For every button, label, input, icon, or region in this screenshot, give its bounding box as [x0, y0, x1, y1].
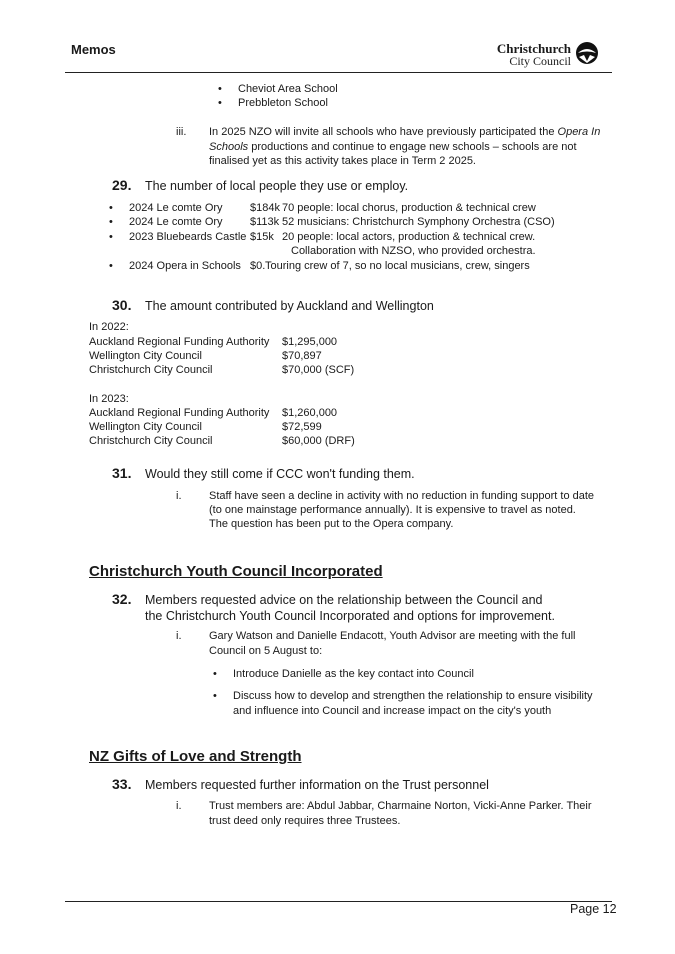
event-amount: $184k: [250, 202, 280, 214]
funder-org: Wellington City Council: [89, 421, 202, 433]
funder-amount: $1,295,000: [282, 336, 338, 348]
council-logo-text: [470, 43, 571, 67]
answer-line: Staff have seen a decline in activity with no reduction in funding support to date: [209, 490, 595, 502]
funder-amount: $70,897: [282, 350, 322, 362]
funder-amount: $72,599: [282, 421, 322, 433]
event-name: • 2024 Opera in Schools: [129, 259, 241, 274]
school-bullet: • Cheviot Area School: [238, 82, 338, 97]
list-marker: iii.: [176, 126, 187, 138]
question-number: 29.: [112, 177, 132, 193]
page-number: Page 12: [570, 902, 617, 916]
action-bullet: • Introduce Danielle as the key contact into Council: [233, 667, 613, 682]
section-heading-youth: Christchurch Youth Council Incorporated: [89, 563, 383, 580]
funder-org: Auckland Regional Funding Authority: [89, 407, 270, 419]
question-text: Would they still come if CCC won't funding them.: [145, 467, 415, 481]
list-marker: i.: [176, 630, 182, 642]
event-detail: 70 people: local chorus, production & technical crew: [282, 202, 536, 214]
logo-line2: City Council: [509, 54, 571, 68]
event-detail-cont: Collaboration with NZSO, who provided orchestra.: [291, 245, 536, 257]
funder-org: Christchurch City Council: [89, 364, 213, 376]
event-amount: $0.: [250, 260, 266, 272]
event-name: • 2023 Bluebeards Castle: [129, 230, 246, 245]
funder-org: Christchurch City Council: [89, 435, 213, 447]
council-logo-icon: [575, 41, 599, 65]
answer-line: The question has been put to the Opera company.: [209, 518, 454, 530]
question-text: Members requested advice on the relationship between the Council and the Christchurch Youth Council Incorporated and options for improvement.: [145, 593, 555, 623]
event-detail: 20 people: local actors, production & technical crew.: [282, 231, 536, 243]
question-number: 33.: [112, 776, 132, 792]
year-label: In 2022:: [89, 321, 129, 333]
year-label: In 2023:: [89, 393, 129, 405]
answer-text: Gary Watson and Danielle Endacott, Youth Advisor are meeting with the full Council on 5 August to:: [209, 630, 576, 657]
funder-amount: $70,000 (SCF): [282, 364, 355, 376]
logo-line1: Christchurch: [496, 41, 571, 56]
answer-line: (to one mainstage performance annually). It is expensive to travel as noted.: [209, 504, 576, 516]
funder-org: Auckland Regional Funding Authority: [89, 336, 270, 348]
footer-rule: [65, 901, 612, 902]
section-heading-gifts: NZ Gifts of Love and Strength: [89, 748, 302, 765]
question-number: 32.: [112, 591, 132, 607]
event-name: • 2024 Le comte Ory: [129, 201, 223, 216]
funder-amount: $1,260,000: [282, 407, 338, 419]
answer-text: Trust members are: Abdul Jabbar, Charmaine Norton, Vicki-Anne Parker. Their trust deed only requires three Trustees.: [209, 800, 592, 827]
event-amount: $15k: [250, 231, 274, 243]
header-title: Memos: [71, 42, 116, 57]
event-amount: $113k: [250, 216, 280, 228]
question-number: 30.: [112, 297, 132, 313]
school-bullet: • Prebbleton School: [238, 96, 328, 111]
action-bullet: • Discuss how to develop and strengthen the relationship to ensure visibility and influence into Council and increase impact on the city's youth: [233, 689, 593, 718]
list-marker: i.: [176, 800, 182, 812]
event-detail: 52 musicians: Christchurch Symphony Orchestra (CSO): [282, 216, 555, 228]
funder-amount: $60,000 (DRF): [282, 435, 355, 447]
iii-text: In 2025 NZO will invite all schools who have previously participated the Opera In Schools productions and continue to engage new schools – schools are not finalised yet as this activity takes place in Term 2 2025.: [209, 126, 601, 167]
funder-org: Wellington City Council: [89, 350, 202, 362]
question-text: Members requested further information on the Trust personnel: [145, 778, 489, 792]
header-rule: [65, 72, 612, 73]
event-detail: Touring crew of 7, so no local musicians, crew, singers: [265, 260, 530, 272]
iii-italic: Opera In Schools: [209, 126, 601, 153]
list-marker: i.: [176, 490, 182, 502]
event-name: • 2024 Le comte Ory: [129, 215, 223, 230]
question-text: The amount contributed by Auckland and Wellington: [145, 299, 434, 313]
question-number: 31.: [112, 465, 132, 481]
question-text: The number of local people they use or employ.: [145, 179, 409, 193]
